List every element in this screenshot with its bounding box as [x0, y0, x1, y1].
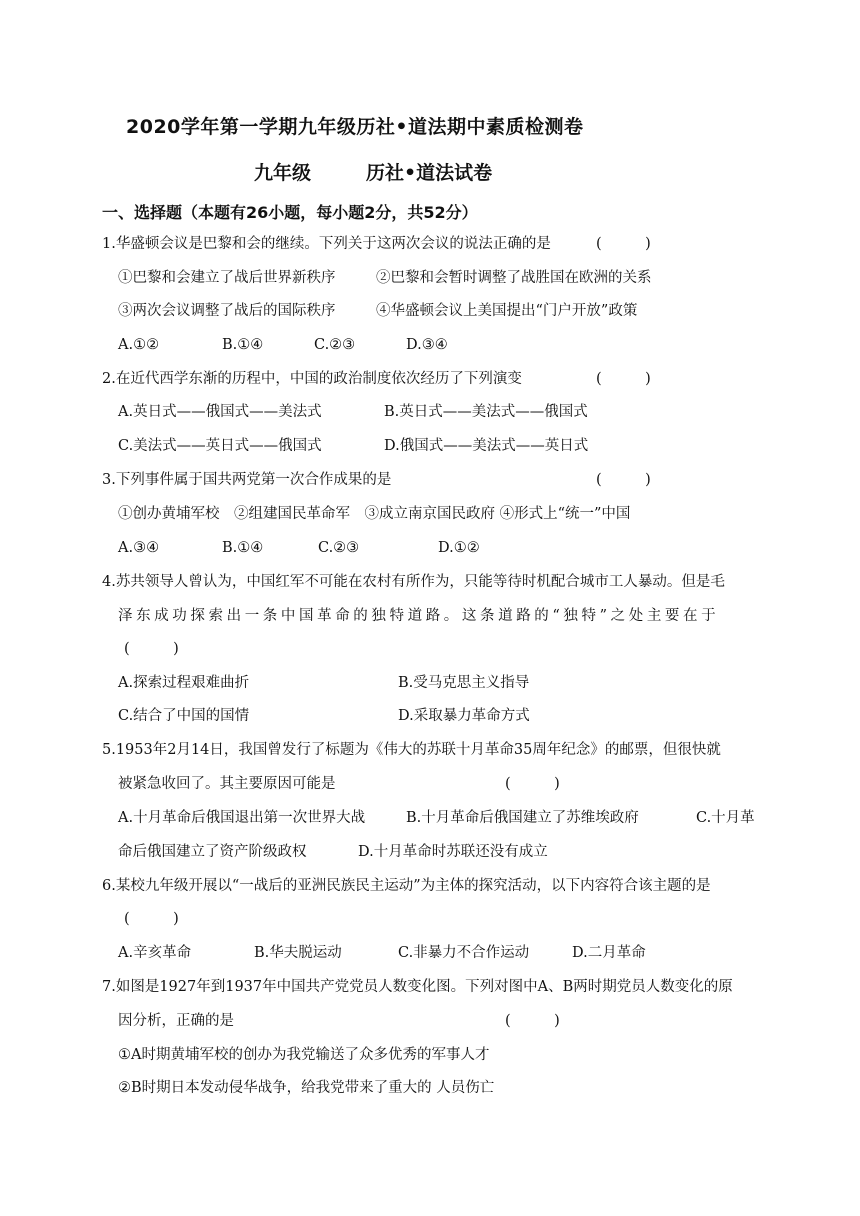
question-2-option-b: B.英日式——美法式——俄国式 [384, 404, 588, 420]
question-5-option-a: A.十月革命后俄国退出第一次世界大战 [118, 810, 366, 826]
question-7-statement-1: ①A时期黄埔军校的创办为我党输送了众多优秀的军事人才 [118, 1047, 490, 1063]
question-5-stem: 5.1953年2月14日，我国曾发行了标题为《伟大的苏联十月革命35周年纪念》的邮票，但很快就 [102, 742, 721, 758]
question-7-answer-bracket: ( ) [505, 1013, 560, 1029]
question-4-option-a: A.探索过程艰难曲折 [118, 675, 250, 691]
question-3-option-d: D.①② [438, 540, 480, 556]
question-1-statement-4: ④华盛顿会议上美国提出“门户开放”政策 [376, 303, 638, 319]
exam-title: 2020学年第一学期九年级历社•道法期中素质检测卷 [126, 116, 584, 138]
question-6-stem: 6.某校九年级开展以“一战后的亚洲民族民主运动”为主体的探究活动，以下内容符合该主题的是 [102, 878, 711, 894]
question-5-option-c: C.十月革 [696, 810, 755, 826]
question-2-answer-bracket: ( ) [596, 371, 651, 387]
question-3-option-b: B.①④ [222, 540, 264, 556]
question-5-option-d: D.十月革命时苏联还没有成立 [358, 844, 548, 860]
question-4-option-c: C.结合了中国的国情 [118, 708, 250, 724]
question-1-answer-bracket: ( ) [596, 236, 651, 252]
question-5-stem-continued: 被紧急收回了。其主要原因可能是 [118, 776, 336, 792]
question-2-stem: 2.在近代西学东渐的历程中，中国的政治制度依次经历了下列演变 [102, 371, 522, 387]
question-6-option-d: D.二月革命 [572, 945, 646, 961]
question-3-option-c: C.②③ [318, 540, 360, 556]
question-7-stem: 7.如图是1927年到1937年中国共产党党员人数变化图。下列对图中A、B两时期党员人数变化的原 [102, 979, 733, 995]
question-1-stem: 1.华盛顿会议是巴黎和会的继续。下列关于这两次会议的说法正确的是 [102, 236, 551, 252]
question-3-stem: 3.下列事件属于国共两党第一次合作成果的是 [102, 472, 392, 488]
question-3-answer-bracket: ( ) [596, 472, 651, 488]
question-2-option-c: C.美法式——英日式——俄国式 [118, 438, 322, 454]
question-3-option-a: A.③④ [118, 540, 160, 556]
question-4-option-b: B.受马克思主义指导 [398, 675, 530, 691]
question-1-statement-3: ③两次会议调整了战后的国际秩序 [118, 303, 336, 319]
question-1-statement-2: ②巴黎和会暂时调整了战胜国在欧洲的关系 [376, 270, 652, 286]
exam-subtitle-subject: 历社•道法试卷 [366, 162, 493, 184]
exam-subtitle-grade: 九年级 [254, 162, 312, 184]
question-5-option-c-continued: 命后俄国建立了资产阶级政权 [118, 844, 307, 860]
question-7-statement-2: ②B时期日本发动侵华战争，给我党带来了重大的 人员伤亡 [118, 1080, 495, 1096]
question-1-option-c: C.②③ [314, 337, 356, 353]
question-3-statements: ①创办黄埔军校 ②组建国民革命军 ③成立南京国民政府 ④形式上“统一”中国 [118, 506, 631, 522]
question-7-stem-continued: 因分析，正确的是 [118, 1013, 234, 1029]
question-1-statement-1: ①巴黎和会建立了战后世界新秩序 [118, 270, 336, 286]
question-4-option-d: D.采取暴力革命方式 [398, 708, 530, 724]
question-2-option-a: A.英日式——俄国式——美法式 [118, 404, 322, 420]
question-4-stem: 4.苏共领导人曾认为，中国红军不可能在农村有所作为，只能等待时机配合城市工人暴动。但是毛 [102, 574, 725, 590]
question-5-option-b: B.十月革命后俄国建立了苏维埃政府 [406, 810, 639, 826]
question-6-option-b: B.华夫脱运动 [254, 945, 342, 961]
section-heading: 一、选择题（本题有26小题，每小题2分，共52分） [102, 203, 478, 222]
question-6-option-c: C.非暴力不合作运动 [398, 945, 530, 961]
question-5-answer-bracket: ( ) [505, 776, 560, 792]
question-6-option-a: A.辛亥革命 [118, 945, 192, 961]
question-4-stem-continued: 泽东成功探索出一条中国革命的独特道路。这条道路的“独特”之处主要在于 [118, 608, 720, 624]
question-1-option-a: A.①② [118, 337, 160, 353]
question-6-answer-bracket: ( ) [124, 911, 179, 927]
question-1-option-b: B.①④ [222, 337, 264, 353]
question-1-option-d: D.③④ [406, 337, 448, 353]
question-2-option-d: D.俄国式——美法式——英日式 [384, 438, 589, 454]
question-4-answer-bracket: ( ) [124, 641, 179, 657]
